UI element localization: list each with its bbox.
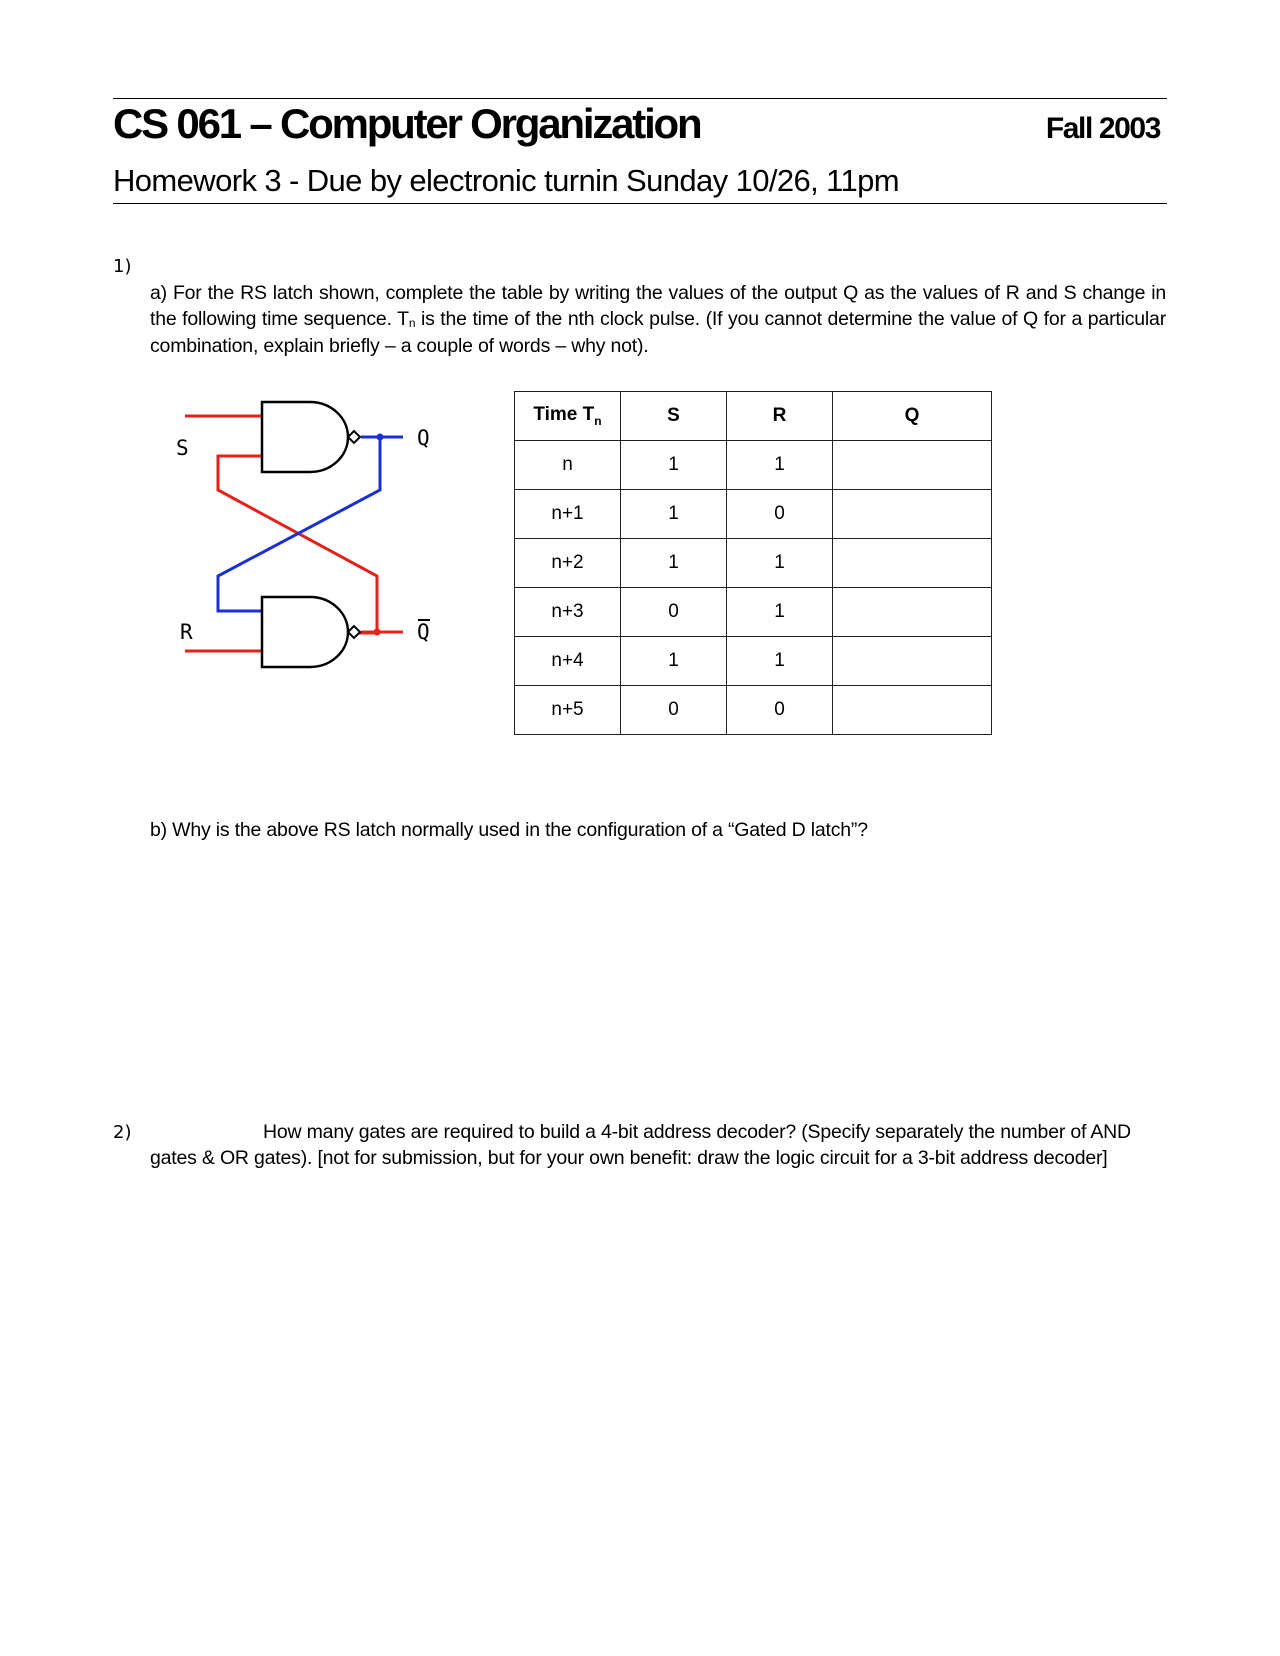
q-answer-cell[interactable]	[833, 490, 992, 539]
r-cell: 1	[727, 588, 833, 637]
s-cell: 0	[621, 588, 727, 637]
time-cell: n+1	[515, 490, 621, 539]
table-row	[515, 637, 992, 686]
time-cell: n+2	[515, 539, 621, 588]
question-2-number: 2)	[113, 1122, 132, 1143]
upper-inversion-bubble	[348, 431, 360, 443]
r-cell: 0	[727, 490, 833, 539]
lower-nand-gate	[262, 597, 348, 667]
r-column-header: R	[727, 392, 833, 441]
table-row	[515, 686, 992, 735]
question-1a-text	[150, 281, 1166, 360]
upper-nand-gate	[262, 402, 348, 472]
s-cell: 1	[621, 441, 727, 490]
rs-sequence-table	[514, 391, 992, 735]
course-title: CS 061 – Computer Organization	[113, 100, 701, 147]
q-answer-cell[interactable]	[833, 441, 992, 490]
time-cell: n+4	[515, 637, 621, 686]
s-cell: 1	[621, 490, 727, 539]
header-top-rule	[113, 98, 1167, 99]
r-label: R	[180, 620, 193, 644]
question-1-number: 1)	[113, 256, 132, 277]
time-cell: n+5	[515, 686, 621, 735]
question-1b-text: b) Why is the above RS latch normally used in the configuration of a “Gated D latch”?	[150, 819, 868, 841]
q-answer-cell[interactable]	[833, 588, 992, 637]
rs-latch-diagram	[170, 385, 460, 685]
q-bar-label: Q	[417, 620, 430, 644]
table-row	[515, 441, 992, 490]
q-bar-junction-dot	[374, 629, 381, 636]
table-header-row	[515, 392, 992, 441]
s-cell: 1	[621, 539, 727, 588]
time-cell: n+3	[515, 588, 621, 637]
question-1a-rest: is the time of the nth clock pulse. (If you cannot determine the value of Q for a particular combination, explain briefly – a couple of words – why not).	[150, 307, 1166, 357]
question-2-line-2: gates & OR gates). [not for submission, but for your own benefit: draw the logic circuit for a 3-bit address decoder]	[150, 1146, 1108, 1169]
r-cell: 0	[727, 686, 833, 735]
homework-subtitle: Homework 3 - Due by electronic turnin Sunday 10/26, 11pm	[113, 163, 900, 198]
term-label: Fall 2003	[1045, 112, 1160, 145]
question-2-line-1: How many gates are required to build a 4-bit address decoder? (Specify separately the number of AND	[263, 1121, 1131, 1143]
time-cell: n	[515, 441, 621, 490]
table-row	[515, 539, 992, 588]
q-column-header: Q	[833, 392, 992, 441]
s-label: S	[176, 436, 189, 460]
table-row	[515, 588, 992, 637]
r-cell: 1	[727, 637, 833, 686]
q-junction-dot	[377, 434, 384, 441]
table-row	[515, 490, 992, 539]
s-cell: 0	[621, 686, 727, 735]
r-cell: 1	[727, 539, 833, 588]
q-answer-cell[interactable]	[833, 686, 992, 735]
q-label: Q	[417, 426, 430, 450]
s-cell: 1	[621, 637, 727, 686]
question-2-text	[150, 1120, 1166, 1171]
r-cell: 1	[727, 441, 833, 490]
question-1a-subscript: n	[408, 315, 416, 330]
question-1a-lead: a) For the RS latch shown, complete the table by writing the values of the output Q as the values of R and S change in the following time sequence. T	[150, 282, 1166, 330]
time-column-header: Time $T_n$	[515, 392, 621, 441]
header-bottom-rule	[113, 203, 1167, 204]
q-answer-cell[interactable]	[833, 637, 992, 686]
q-answer-cell[interactable]	[833, 539, 992, 588]
s-column-header: S	[621, 392, 727, 441]
lower-inversion-bubble	[348, 626, 360, 638]
